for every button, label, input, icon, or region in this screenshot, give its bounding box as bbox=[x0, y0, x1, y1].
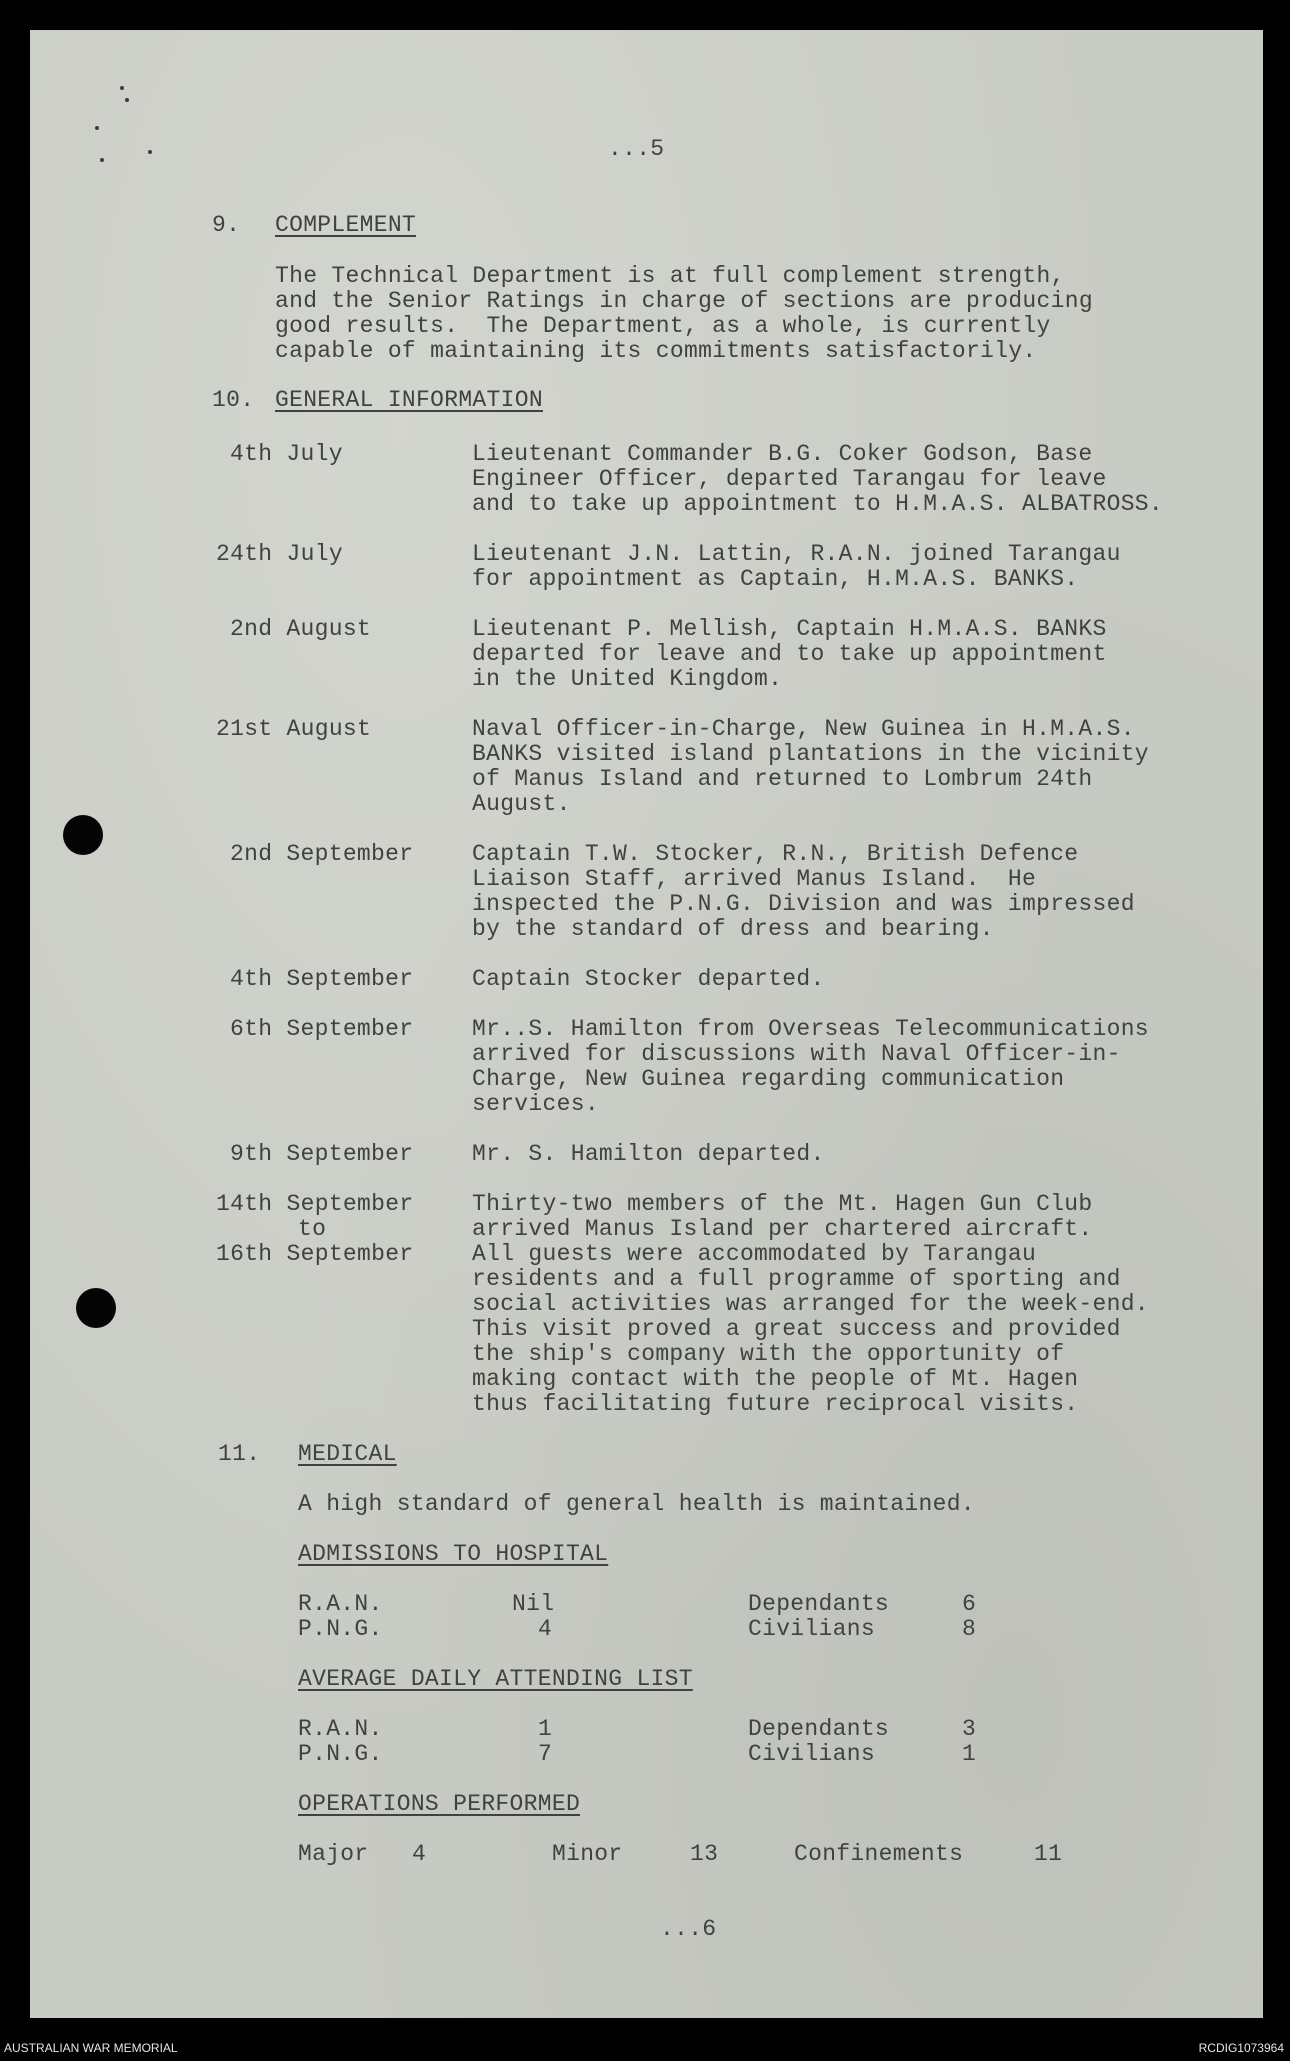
entry-line: Engineer Officer, departed Tarangau for leave bbox=[472, 466, 1107, 492]
page-number-footer: ...6 bbox=[660, 1916, 717, 1942]
operations-label: Major bbox=[298, 1841, 369, 1867]
entry-line: and to take up appointment to H.M.A.S. ALBATROSS. bbox=[472, 491, 1164, 517]
entry-line: Lieutenant P. Mellish, Captain H.M.A.S. BANKS bbox=[472, 616, 1107, 642]
entry-line: the ship's company with the opportunity of bbox=[472, 1341, 1065, 1367]
entry-date: 2nd August bbox=[230, 616, 372, 642]
document-page bbox=[30, 30, 1263, 2018]
section-11-number: 11. bbox=[218, 1441, 261, 1467]
admissions-value: Nil bbox=[512, 1591, 555, 1617]
section-10-number: 10. bbox=[212, 387, 255, 413]
entry-date: 9th September bbox=[230, 1141, 414, 1167]
entry-line: Naval Officer-in-Charge, New Guinea in H.M.A.S. bbox=[472, 716, 1135, 742]
paper-speck bbox=[148, 150, 152, 154]
attending-value: 3 bbox=[962, 1716, 977, 1742]
entry-date: 14th September bbox=[216, 1191, 414, 1217]
admissions-title: ADMISSIONS TO HOSPITAL bbox=[298, 1541, 609, 1567]
medical-intro: A high standard of general health is maintained. bbox=[298, 1491, 975, 1517]
punch-hole bbox=[63, 815, 103, 855]
entry-date: 24th July bbox=[216, 541, 343, 567]
section-11-title: MEDICAL bbox=[298, 1441, 397, 1467]
body-line: The Technical Department is at full complement strength, bbox=[275, 263, 1065, 289]
entry-line: Thirty-two members of the Mt. Hagen Gun Club bbox=[472, 1191, 1093, 1217]
admissions-value: 6 bbox=[962, 1591, 977, 1617]
attending-value: 1 bbox=[962, 1741, 977, 1767]
entry-line: Mr..S. Hamilton from Overseas Telecommunications bbox=[472, 1016, 1149, 1042]
section-10-title: GENERAL INFORMATION bbox=[275, 387, 543, 413]
entry-date: to bbox=[298, 1216, 327, 1242]
entry-line: Mr. S. Hamilton departed. bbox=[472, 1141, 825, 1167]
entry-line: for appointment as Captain, H.M.A.S. BANKS. bbox=[472, 566, 1079, 592]
punch-hole bbox=[76, 1288, 116, 1328]
attending-value: 1 bbox=[538, 1716, 553, 1742]
operations-label: Minor bbox=[552, 1841, 623, 1867]
page-number-header: ...5 bbox=[608, 136, 665, 162]
entry-line: All guests were accommodated by Tarangau bbox=[472, 1241, 1037, 1267]
attending-title: AVERAGE DAILY ATTENDING LIST bbox=[298, 1666, 693, 1692]
operations-value: 13 bbox=[690, 1841, 719, 1867]
entry-line: social activities was arranged for the week-end. bbox=[472, 1291, 1149, 1317]
entry-line: of Manus Island and returned to Lombrum 24th bbox=[472, 766, 1093, 792]
paper-speck bbox=[125, 98, 129, 102]
admissions-label: P.N.G. bbox=[298, 1616, 383, 1642]
operations-label: Confinements bbox=[794, 1841, 964, 1867]
archive-id: RCDIG1073964 bbox=[1198, 2041, 1284, 2055]
entry-line: residents and a full programme of sporting and bbox=[472, 1266, 1121, 1292]
admissions-value: 4 bbox=[538, 1616, 553, 1642]
entry-line: Captain T.W. Stocker, R.N., British Defence bbox=[472, 841, 1079, 867]
entry-date: 4th July bbox=[230, 441, 343, 467]
operations-title: OPERATIONS PERFORMED bbox=[298, 1791, 581, 1817]
paper-speck bbox=[95, 126, 99, 130]
paper-speck bbox=[120, 86, 124, 90]
archive-credit: AUSTRALIAN WAR MEMORIAL bbox=[4, 2041, 178, 2055]
body-line: capable of maintaining its commitments satisfactorily. bbox=[275, 338, 1037, 364]
entry-line: departed for leave and to take up appointment bbox=[472, 641, 1107, 667]
entry-line: Captain Stocker departed. bbox=[472, 966, 825, 992]
entry-date: 2nd September bbox=[230, 841, 414, 867]
entry-line: by the standard of dress and bearing. bbox=[472, 916, 994, 942]
attending-label: P.N.G. bbox=[298, 1741, 383, 1767]
entry-line: Liaison Staff, arrived Manus Island. He bbox=[472, 866, 1037, 892]
entry-line: thus facilitating future reciprocal visits. bbox=[472, 1391, 1079, 1417]
body-line: good results. The Department, as a whole, is currently bbox=[275, 313, 1051, 339]
entry-line: in the United Kingdom. bbox=[472, 666, 783, 692]
operations-value: 4 bbox=[412, 1841, 427, 1867]
entry-line: arrived for discussions with Naval Officer-in- bbox=[472, 1041, 1121, 1067]
entry-line: Charge, New Guinea regarding communication bbox=[472, 1066, 1065, 1092]
entry-line: This visit proved a great success and provided bbox=[472, 1316, 1121, 1342]
attending-label: Dependants bbox=[748, 1716, 890, 1742]
entry-line: BANKS visited island plantations in the vicinity bbox=[472, 741, 1149, 767]
entry-line: services. bbox=[472, 1091, 599, 1117]
entry-line: making contact with the people of Mt. Hagen bbox=[472, 1366, 1079, 1392]
entry-date: 6th September bbox=[230, 1016, 414, 1042]
section-9-title: COMPLEMENT bbox=[275, 212, 417, 238]
entry-line: August. bbox=[472, 791, 571, 817]
attending-label: R.A.N. bbox=[298, 1716, 383, 1742]
entry-date: 4th September bbox=[230, 966, 414, 992]
admissions-label: Dependants bbox=[748, 1591, 890, 1617]
entry-line: Lieutenant Commander B.G. Coker Godson, Base bbox=[472, 441, 1093, 467]
body-line: and the Senior Ratings in charge of sections are producing bbox=[275, 288, 1093, 314]
entry-date: 16th September bbox=[216, 1241, 414, 1267]
entry-date: 21st August bbox=[216, 716, 372, 742]
entry-line: inspected the P.N.G. Division and was impressed bbox=[472, 891, 1135, 917]
admissions-label: Civilians bbox=[748, 1616, 875, 1642]
admissions-value: 8 bbox=[962, 1616, 977, 1642]
paper-speck bbox=[100, 158, 104, 162]
entry-line: Lieutenant J.N. Lattin, R.A.N. joined Tarangau bbox=[472, 541, 1121, 567]
entry-line: arrived Manus Island per chartered aircraft. bbox=[472, 1216, 1093, 1242]
operations-value: 11 bbox=[1034, 1841, 1063, 1867]
section-9-number: 9. bbox=[212, 212, 241, 238]
admissions-label: R.A.N. bbox=[298, 1591, 383, 1617]
attending-label: Civilians bbox=[748, 1741, 875, 1767]
attending-value: 7 bbox=[538, 1741, 553, 1767]
